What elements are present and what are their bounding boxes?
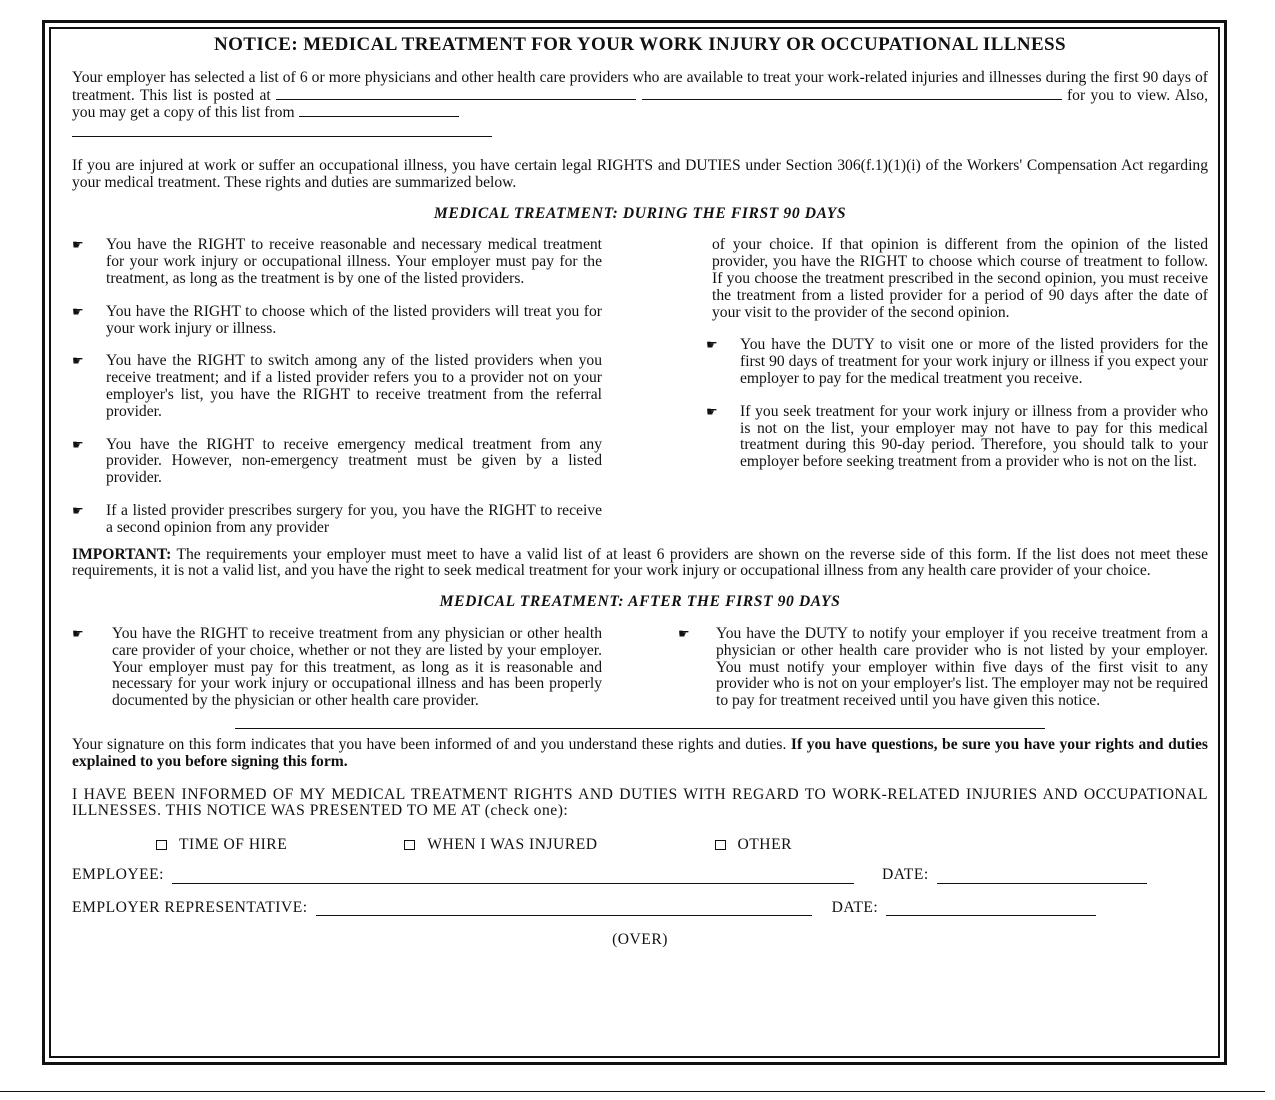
rights-intro: If you are injured at work or suffer an occupational illness, you have certain legal RIGHTS and DUTIES under Section 306(f.1)(1)(i) of the Workers' Compensation Act regarding your medical treatment. These rights and duties are summarized below. — [72, 156, 1208, 191]
signature-note-bold: If you have questions, be sure you have your rights and duties explained to you before signing this form. — [72, 735, 1208, 770]
acknowledgement-statement: I HAVE BEEN INFORMED OF MY MEDICAL TREATMENT RIGHTS AND DUTIES WITH REGARD TO WORK-RELATED INJURIES AND OCCUPATIONAL ILLNESSES. THIS NOTICE WAS PRESENTED TO ME AT (check one): — [72, 785, 1208, 820]
after-90-days-columns — [72, 626, 1208, 710]
checkbox-square-icon[interactable] — [156, 840, 167, 850]
first-90-days-columns — [72, 237, 1208, 536]
employer-signature-row — [72, 900, 1208, 917]
pointing-hand-icon: ☛ — [72, 237, 84, 253]
copy-source-blank-2[interactable] — [72, 124, 492, 137]
bullet-text: If a listed provider prescribes surgery for you, you have the RIGHT to receive a second opinion from any provider — [106, 501, 602, 536]
first-90-right-column — [706, 237, 1208, 536]
intro-text-2: for you to view. Also, you may get a copy of this list from — [72, 86, 1209, 122]
posted-location-blank-2[interactable] — [642, 87, 1062, 100]
important-text: The requirements your employer must meet to have a valid list of at least 6 providers are shown on the reverse side of this form. If the list does not meet these requirements, it is not a valid list, and you have the right to seek medical treatment for your work injury or occupational illness from any health care provider of your choice. — [72, 545, 1208, 580]
over-footer: (OVER) — [612, 931, 668, 949]
date-label: DATE: — [882, 865, 929, 883]
list-item — [72, 304, 602, 338]
list-item — [706, 404, 1208, 471]
checkbox-square-icon[interactable] — [715, 840, 726, 850]
bullet-text: You have the RIGHT to switch among any of the listed providers when you receive treatment; and if a listed provider refers you to a provider not on your employer's list, you have the RIGHT to receive treatment from the referral provider. — [106, 352, 602, 420]
copy-source-blank[interactable] — [299, 104, 459, 117]
intro-paragraph — [72, 70, 1208, 142]
after-90-left-column — [72, 626, 602, 710]
bullet-text: You have the RIGHT to receive treatment from any physician or other health care provider of your choice, whether or not they are listed by your employer. Your employer must pay for this treatment, as long as it is reasonable and necessary for your work injury or occupational illness and has been properly documented by the physician or other health care provider. — [112, 624, 602, 710]
bullet-text: You have the DUTY to visit one or more of the listed providers for the first 90 days of treatment for your work injury or illness if you expect your employer to pay for the medical treatment you receive. — [740, 336, 1208, 387]
list-item — [72, 237, 602, 287]
checkbox-label: WHEN I WAS INJURED — [427, 836, 598, 854]
list-item — [72, 437, 602, 487]
employee-signature-row — [72, 867, 1208, 884]
list-item — [678, 626, 1208, 710]
divider — [235, 728, 1045, 729]
employer-rep-label: EMPLOYER REPRESENTATIVE: — [72, 898, 308, 916]
checkbox-label: OTHER — [737, 836, 792, 854]
checkbox-square-icon[interactable] — [404, 840, 415, 850]
pointing-hand-icon: ☛ — [678, 625, 690, 641]
pointing-hand-icon: ☛ — [72, 303, 84, 319]
employee-date-line[interactable] — [937, 869, 1147, 884]
bullet-text: You have the DUTY to notify your employer if you receive treatment from a physician or other health care provider who is not listed by your employer. You must notify your employer within five days of the first visit to any provider who is not on your employer's list. The employer may not be required to pay for treatment received until you have given this notice. — [716, 624, 1208, 710]
after-90-right-column — [678, 626, 1208, 710]
bullet-text: You have the RIGHT to receive emergency medical treatment from any provider. However, non-emergency treatment must be given by a listed provider. — [106, 435, 602, 487]
intro-text-1: Your employer has selected a list of 6 or more physicians and other health care providers who are available to treat your work-related injuries and illnesses during the first 90 days of treatment. This list is posted at — [72, 68, 1208, 104]
employee-label: EMPLOYEE: — [72, 865, 164, 883]
section-first-90-days-heading: MEDICAL TREATMENT: DURING THE FIRST 90 DAYS — [433, 204, 847, 222]
employer-date-line[interactable] — [886, 901, 1096, 916]
checkbox-time-of-hire[interactable] — [156, 837, 287, 854]
form-title: NOTICE: MEDICAL TREATMENT FOR YOUR WORK INJURY OR OCCUPATIONAL ILLNESS — [213, 34, 1066, 55]
second-opinion-continuation: of your choice. If that opinion is different from the opinion of the listed provider, you have the RIGHT to choose which course of treatment to follow. If you choose the treatment prescribed in the second opinion, you must receive the treatment from a listed provider for a period of 90 days after the date of your visit to the provider of the second opinion. — [712, 236, 1208, 321]
employer-signature-line[interactable] — [316, 901, 812, 916]
list-item — [72, 353, 602, 420]
pointing-hand-icon: ☛ — [72, 502, 84, 518]
presentation-checkboxes — [72, 837, 1208, 854]
pointing-hand-icon: ☛ — [706, 337, 718, 353]
bullet-text: If you seek treatment for your work injury or illness from a provider who is not on the list, your employer may not have to pay for this medical treatment during this 90-day period. Therefore, you should talk to your employer before seeking treatment from a provider who is not on the list. — [740, 402, 1208, 471]
checkbox-when-injured[interactable] — [404, 837, 597, 854]
pointing-hand-icon: ☛ — [72, 625, 84, 641]
checkbox-label: TIME OF HIRE — [179, 836, 288, 854]
first-90-left-column — [72, 237, 602, 536]
signature-note-text: Your signature on this form indicates that you have been informed of and you understand these rights and duties. — [72, 735, 787, 753]
bullet-text: You have the RIGHT to choose which of the listed providers will treat you for your work injury or illness. — [106, 302, 602, 337]
employee-signature-line[interactable] — [172, 869, 854, 884]
date-label: DATE: — [831, 898, 879, 916]
list-item — [72, 503, 602, 537]
section-after-90-days-heading: MEDICAL TREATMENT: AFTER THE FIRST 90 DAYS — [439, 593, 841, 611]
pointing-hand-icon: ☛ — [72, 436, 84, 452]
signature-note — [72, 737, 1208, 771]
bullet-text: You have the RIGHT to receive reasonable and necessary medical treatment for your work injury or occupational illness. Your employer must pay for the treatment, as long as the treatment is by one of the listed providers. — [106, 236, 602, 287]
pointing-hand-icon: ☛ — [706, 403, 718, 419]
important-paragraph — [72, 547, 1208, 581]
important-label: IMPORTANT: — [72, 545, 172, 563]
list-item — [706, 337, 1208, 387]
notice-form — [72, 34, 1208, 949]
posted-location-blank[interactable] — [276, 87, 636, 100]
checkbox-other[interactable] — [715, 837, 792, 854]
pointing-hand-icon: ☛ — [72, 353, 84, 369]
list-item — [72, 626, 602, 710]
scan-edge-line — [0, 1091, 1265, 1092]
